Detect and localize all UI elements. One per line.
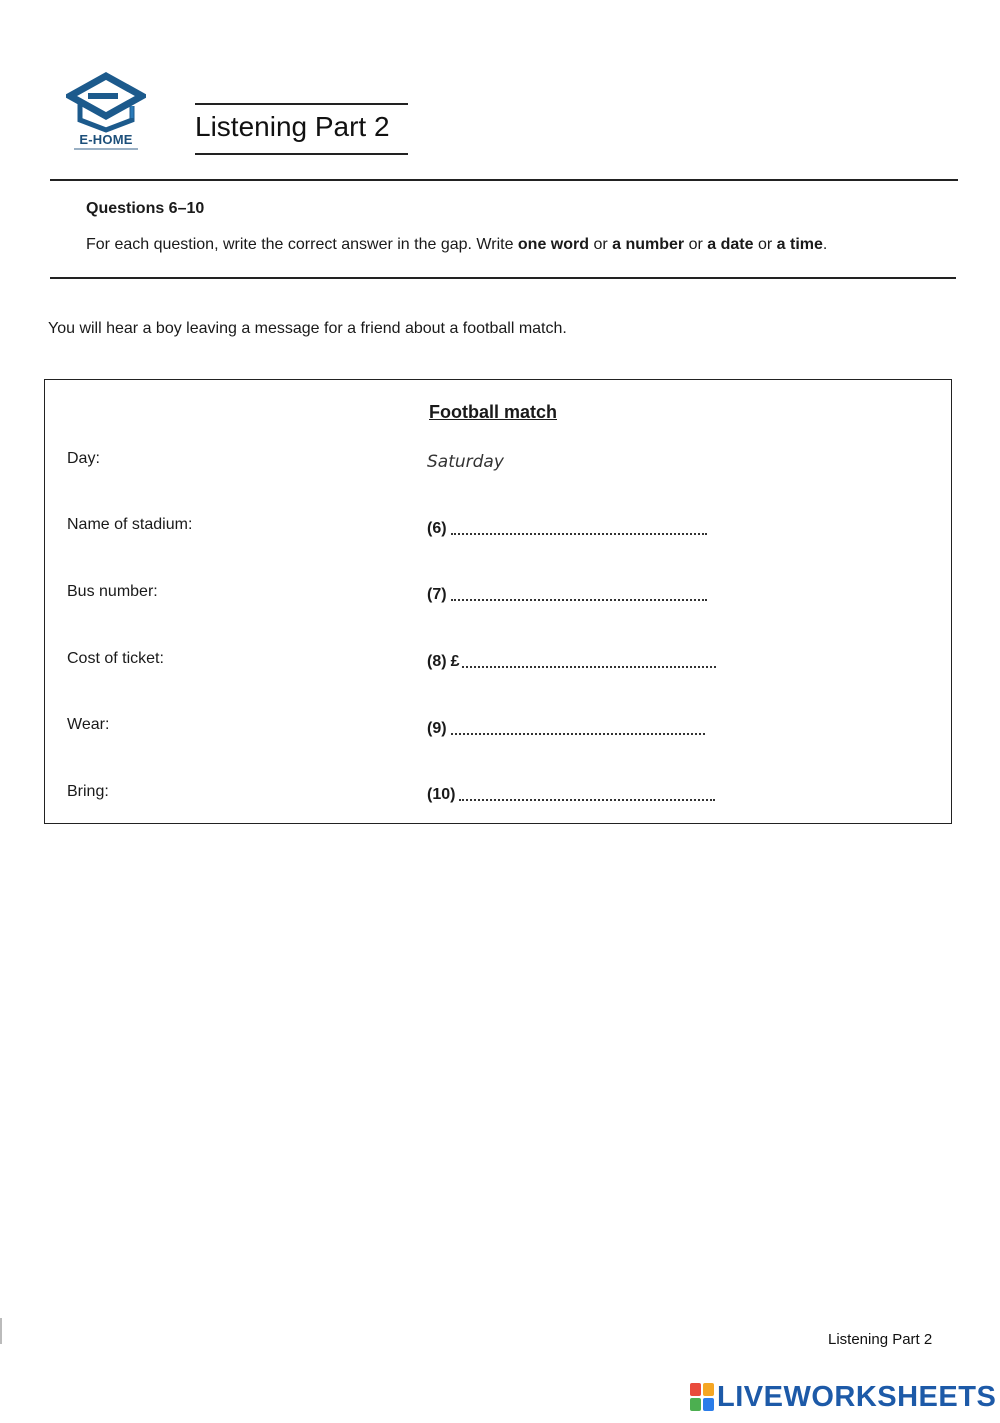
row-label-bus: Bus number:	[67, 583, 158, 600]
liveworksheets-wordmark: LIVEWORKSHEETS	[717, 1380, 997, 1413]
answer-row-7	[427, 586, 707, 604]
page-title: Listening Part 2	[195, 111, 390, 142]
footer-page-label: Listening Part 2	[828, 1331, 933, 1348]
question-number-10: (10)	[427, 786, 456, 803]
divider-bottom	[50, 277, 956, 279]
row-label-stadium: Name of stadium:	[67, 516, 193, 533]
answer-blank-9[interactable]	[451, 731, 705, 735]
answer-blank-8[interactable]	[462, 664, 716, 668]
answer-blank-10[interactable]	[459, 797, 715, 801]
answer-row-8	[427, 653, 716, 671]
answer-blank-7[interactable]	[451, 597, 707, 601]
logo-text: E-HOME	[79, 132, 133, 147]
e-home-logo-icon	[66, 72, 146, 134]
form-box	[44, 379, 952, 824]
answer-row-10	[427, 786, 715, 804]
row-label-wear: Wear:	[67, 716, 110, 733]
questions-instruction: For each question, write the correct answer in the gap. Write one word or a number or a date or a time.	[86, 236, 828, 253]
answer-row-9	[427, 720, 705, 738]
question-number-7: (7)	[427, 586, 447, 603]
answer-day: Saturday	[427, 452, 504, 472]
logo-tagline	[74, 148, 138, 150]
scan-artifact	[0, 1318, 2, 1344]
question-number-8: (8)	[427, 653, 447, 670]
questions-heading: Questions 6–10	[86, 200, 205, 217]
e-home-logo	[66, 72, 150, 152]
divider-top	[50, 179, 958, 181]
question-number-9: (9)	[427, 720, 447, 737]
currency-symbol: £	[450, 653, 460, 670]
answer-row-6	[427, 520, 707, 538]
row-label-cost: Cost of ticket:	[67, 650, 164, 667]
question-number-6: (6)	[427, 520, 447, 537]
liveworksheets-brand	[690, 1380, 996, 1414]
page-title-box	[195, 103, 408, 155]
row-label-bring: Bring:	[67, 783, 109, 800]
row-label-day: Day:	[67, 450, 100, 467]
form-title: Football match	[429, 402, 558, 422]
liveworksheets-icon	[690, 1383, 714, 1411]
intro-text: You will hear a boy leaving a message for a friend about a football match.	[48, 320, 567, 337]
answer-blank-6[interactable]	[451, 531, 707, 535]
